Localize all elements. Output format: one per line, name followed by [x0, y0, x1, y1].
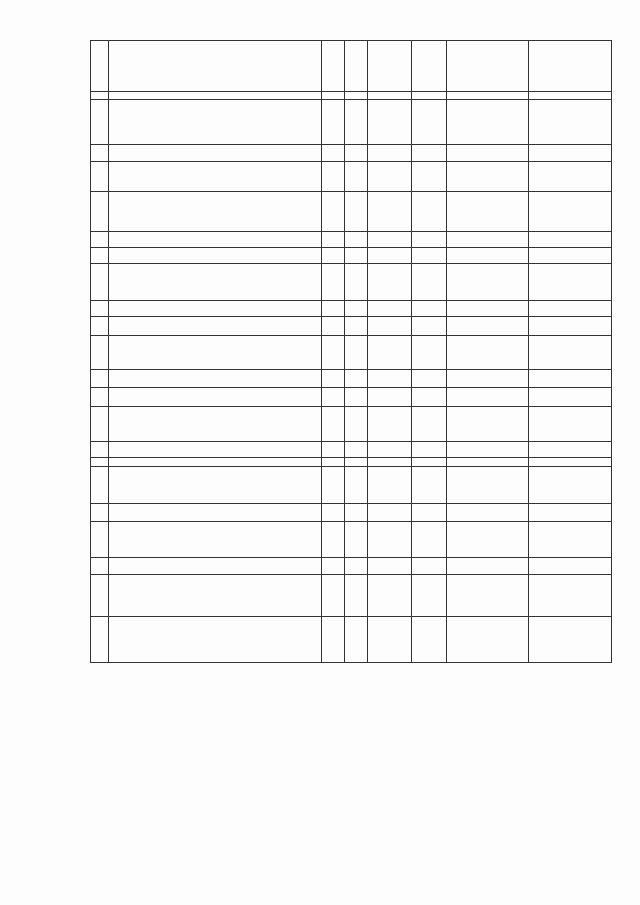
- row-vid: [412, 442, 447, 458]
- row-v2021: [529, 264, 612, 301]
- row-vid: [412, 145, 447, 162]
- row-razdel: [322, 317, 345, 336]
- row-num: [91, 458, 109, 467]
- row-name: [109, 407, 322, 442]
- row-podrazdel: [345, 522, 368, 558]
- row-num: [91, 370, 109, 388]
- row-podrazdel: [345, 575, 368, 617]
- row-v2021: [529, 100, 612, 145]
- header-razdel: [322, 41, 345, 92]
- row-podrazdel: [345, 162, 368, 192]
- row-num: [91, 336, 109, 370]
- table-row: [91, 458, 612, 467]
- row-v2020: [447, 617, 529, 663]
- row-num: [91, 232, 109, 248]
- row-v2021: [529, 388, 612, 407]
- row-v2020: [447, 336, 529, 370]
- row-v2021: [529, 162, 612, 192]
- row-v2021: [529, 336, 612, 370]
- row-v2020: [447, 407, 529, 442]
- row-v2021: [529, 575, 612, 617]
- row-v2020: [447, 467, 529, 504]
- row-razdel: [322, 504, 345, 522]
- header-podrazdel: [345, 41, 368, 92]
- row-num: [91, 248, 109, 264]
- header-tsel-statya: [368, 41, 412, 92]
- header-num: [91, 41, 109, 92]
- row-vid: [412, 522, 447, 558]
- row-num: [91, 504, 109, 522]
- colnum: [368, 92, 412, 100]
- header-name: [109, 41, 322, 92]
- row-code: [368, 407, 412, 442]
- row-code: [368, 192, 412, 232]
- row-num: [91, 264, 109, 301]
- row-podrazdel: [345, 558, 368, 575]
- row-v2021: [529, 407, 612, 442]
- header-vol-2021: [529, 41, 612, 92]
- row-podrazdel: [345, 442, 368, 458]
- row-v2020: [447, 301, 529, 317]
- row-vid: [412, 407, 447, 442]
- row-vid: [412, 558, 447, 575]
- row-razdel: [322, 458, 345, 467]
- row-razdel: [322, 388, 345, 407]
- table-row: [91, 522, 612, 558]
- row-podrazdel: [345, 264, 368, 301]
- row-v2021: [529, 442, 612, 458]
- row-name: [109, 370, 322, 388]
- row-code: [368, 617, 412, 663]
- row-code: [368, 301, 412, 317]
- row-v2021: [529, 617, 612, 663]
- row-razdel: [322, 232, 345, 248]
- row-v2021: [529, 504, 612, 522]
- row-podrazdel: [345, 232, 368, 248]
- row-name: [109, 504, 322, 522]
- row-razdel: [322, 522, 345, 558]
- table-row: [91, 504, 612, 522]
- table-row: [91, 388, 612, 407]
- row-num: [91, 442, 109, 458]
- row-num: [91, 301, 109, 317]
- row-name: [109, 442, 322, 458]
- row-podrazdel: [345, 301, 368, 317]
- row-name: [109, 522, 322, 558]
- row-name: [109, 301, 322, 317]
- row-code: [368, 467, 412, 504]
- header-vol-2020: [447, 41, 529, 92]
- row-vid: [412, 301, 447, 317]
- row-v2020: [447, 100, 529, 145]
- row-v2020: [447, 388, 529, 407]
- table-row: [91, 145, 612, 162]
- table-row: [91, 162, 612, 192]
- row-razdel: [322, 558, 345, 575]
- row-code: [368, 162, 412, 192]
- table-row: [91, 575, 612, 617]
- row-num: [91, 162, 109, 192]
- row-v2020: [447, 162, 529, 192]
- row-code: [368, 442, 412, 458]
- row-v2020: [447, 145, 529, 162]
- row-code: [368, 100, 412, 145]
- table-row: [91, 336, 612, 370]
- row-num: [91, 388, 109, 407]
- row-code: [368, 145, 412, 162]
- row-podrazdel: [345, 336, 368, 370]
- row-v2020: [447, 458, 529, 467]
- row-podrazdel: [345, 248, 368, 264]
- row-razdel: [322, 467, 345, 504]
- row-name: [109, 100, 322, 145]
- row-name: [109, 336, 322, 370]
- row-vid: [412, 336, 447, 370]
- row-v2021: [529, 317, 612, 336]
- row-v2021: [529, 370, 612, 388]
- row-podrazdel: [345, 370, 368, 388]
- row-podrazdel: [345, 407, 368, 442]
- column-number-row: [91, 92, 612, 100]
- row-vid: [412, 248, 447, 264]
- row-v2021: [529, 192, 612, 232]
- table-row: [91, 192, 612, 232]
- row-num: [91, 145, 109, 162]
- colnum: [529, 92, 612, 100]
- table-row: [91, 100, 612, 145]
- row-name: [109, 467, 322, 504]
- row-vid: [412, 232, 447, 248]
- row-name: [109, 264, 322, 301]
- row-code: [368, 558, 412, 575]
- row-razdel: [322, 264, 345, 301]
- table-row: [91, 317, 612, 336]
- row-v2021: [529, 558, 612, 575]
- row-num: [91, 522, 109, 558]
- row-v2020: [447, 317, 529, 336]
- row-vid: [412, 504, 447, 522]
- table-row: [91, 264, 612, 301]
- colnum: [412, 92, 447, 100]
- row-podrazdel: [345, 458, 368, 467]
- row-razdel: [322, 301, 345, 317]
- row-vid: [412, 192, 447, 232]
- row-razdel: [322, 617, 345, 663]
- row-vid: [412, 575, 447, 617]
- row-vid: [412, 100, 447, 145]
- row-code: [368, 248, 412, 264]
- colnum: [447, 92, 529, 100]
- row-code: [368, 504, 412, 522]
- row-podrazdel: [345, 504, 368, 522]
- row-vid: [412, 467, 447, 504]
- row-v2021: [529, 145, 612, 162]
- row-razdel: [322, 442, 345, 458]
- row-name: [109, 317, 322, 336]
- row-code: [368, 458, 412, 467]
- row-razdel: [322, 336, 345, 370]
- row-razdel: [322, 248, 345, 264]
- row-num: [91, 407, 109, 442]
- row-code: [368, 232, 412, 248]
- table-row: [91, 617, 612, 663]
- row-v2020: [447, 248, 529, 264]
- row-razdel: [322, 162, 345, 192]
- row-razdel: [322, 370, 345, 388]
- row-code: [368, 522, 412, 558]
- row-num: [91, 467, 109, 504]
- row-v2020: [447, 192, 529, 232]
- row-vid: [412, 370, 447, 388]
- row-name: [109, 145, 322, 162]
- row-razdel: [322, 192, 345, 232]
- row-vid: [412, 388, 447, 407]
- row-name: [109, 232, 322, 248]
- row-num: [91, 317, 109, 336]
- row-v2021: [529, 232, 612, 248]
- row-name: [109, 162, 322, 192]
- row-podrazdel: [345, 388, 368, 407]
- row-num: [91, 575, 109, 617]
- row-v2020: [447, 370, 529, 388]
- table-row: [91, 248, 612, 264]
- row-v2020: [447, 575, 529, 617]
- row-podrazdel: [345, 192, 368, 232]
- table-row: [91, 467, 612, 504]
- table-row: [91, 442, 612, 458]
- row-razdel: [322, 575, 345, 617]
- row-v2021: [529, 248, 612, 264]
- row-num: [91, 558, 109, 575]
- row-vid: [412, 264, 447, 301]
- row-v2020: [447, 264, 529, 301]
- row-code: [368, 370, 412, 388]
- row-code: [368, 317, 412, 336]
- colnum: [109, 92, 322, 100]
- row-v2020: [447, 232, 529, 248]
- row-num: [91, 100, 109, 145]
- row-code: [368, 336, 412, 370]
- row-v2020: [447, 522, 529, 558]
- row-name: [109, 192, 322, 232]
- row-code: [368, 264, 412, 301]
- row-name: [109, 388, 322, 407]
- colnum: [345, 92, 368, 100]
- header-vid-raskhoda: [412, 41, 447, 92]
- row-vid: [412, 317, 447, 336]
- colnum: [91, 92, 109, 100]
- row-v2020: [447, 504, 529, 522]
- budget-table: [90, 40, 612, 663]
- row-num: [91, 192, 109, 232]
- row-vid: [412, 162, 447, 192]
- row-name: [109, 558, 322, 575]
- row-razdel: [322, 100, 345, 145]
- row-v2020: [447, 442, 529, 458]
- row-name: [109, 575, 322, 617]
- table-row: [91, 232, 612, 248]
- row-name: [109, 617, 322, 663]
- row-razdel: [322, 145, 345, 162]
- table-row: [91, 558, 612, 575]
- row-v2021: [529, 301, 612, 317]
- row-code: [368, 388, 412, 407]
- row-podrazdel: [345, 617, 368, 663]
- row-v2021: [529, 522, 612, 558]
- table-row: [91, 407, 612, 442]
- row-v2021: [529, 458, 612, 467]
- row-podrazdel: [345, 317, 368, 336]
- row-name: [109, 248, 322, 264]
- row-razdel: [322, 407, 345, 442]
- row-num: [91, 617, 109, 663]
- table-header-row: [91, 41, 612, 92]
- row-code: [368, 575, 412, 617]
- row-name: [109, 458, 322, 467]
- row-v2021: [529, 467, 612, 504]
- row-vid: [412, 617, 447, 663]
- row-v2020: [447, 558, 529, 575]
- colnum: [322, 92, 345, 100]
- table-row: [91, 370, 612, 388]
- row-podrazdel: [345, 100, 368, 145]
- row-podrazdel: [345, 145, 368, 162]
- row-podrazdel: [345, 467, 368, 504]
- table-row: [91, 301, 612, 317]
- row-vid: [412, 458, 447, 467]
